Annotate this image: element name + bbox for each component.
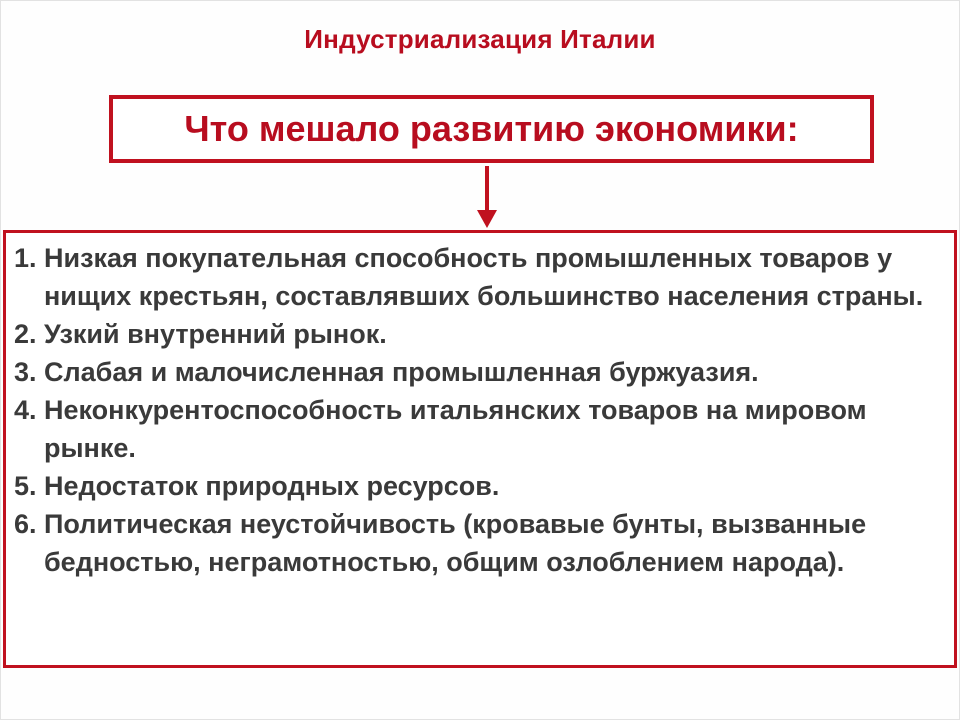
list-item-number: 6. bbox=[14, 509, 37, 539]
list-item bbox=[14, 315, 946, 353]
list-item-number: 4. bbox=[14, 395, 37, 425]
list-item-text: Низкая покупательная способность промышленных товаров у нищих крестьян, составлявших большинство населения страны. bbox=[44, 243, 924, 311]
reasons-list bbox=[6, 233, 954, 581]
list-item-number: 2. bbox=[14, 319, 37, 349]
list-item bbox=[14, 505, 946, 581]
slide-title: Индустриализация Италии bbox=[304, 24, 656, 54]
list-item bbox=[14, 391, 946, 467]
list-item-number: 3. bbox=[14, 357, 37, 387]
list-item-text: Неконкурентоспособность итальянских товаров на мировом рынке. bbox=[44, 395, 867, 463]
list-item-text: Узкий внутренний рынок. bbox=[44, 319, 387, 349]
list-item-text: Недостаток природных ресурсов. bbox=[44, 471, 500, 501]
list-item-number: 5. bbox=[14, 471, 37, 501]
reasons-box bbox=[3, 230, 957, 668]
list-item bbox=[14, 353, 946, 391]
list-item bbox=[14, 467, 946, 505]
list-item-number: 1. bbox=[14, 243, 37, 273]
list-item bbox=[14, 239, 946, 315]
question-box bbox=[109, 95, 874, 163]
list-item-text: Политическая неустойчивость (кровавые бунты, вызванные бедностью, неграмотностью, общим озлоблением народа). bbox=[44, 509, 867, 577]
arrow-down-icon bbox=[475, 166, 499, 230]
list-item-text: Слабая и малочисленная промышленная буржуазия. bbox=[44, 357, 759, 387]
question-text: Что мешало развитию экономики: bbox=[184, 108, 799, 149]
